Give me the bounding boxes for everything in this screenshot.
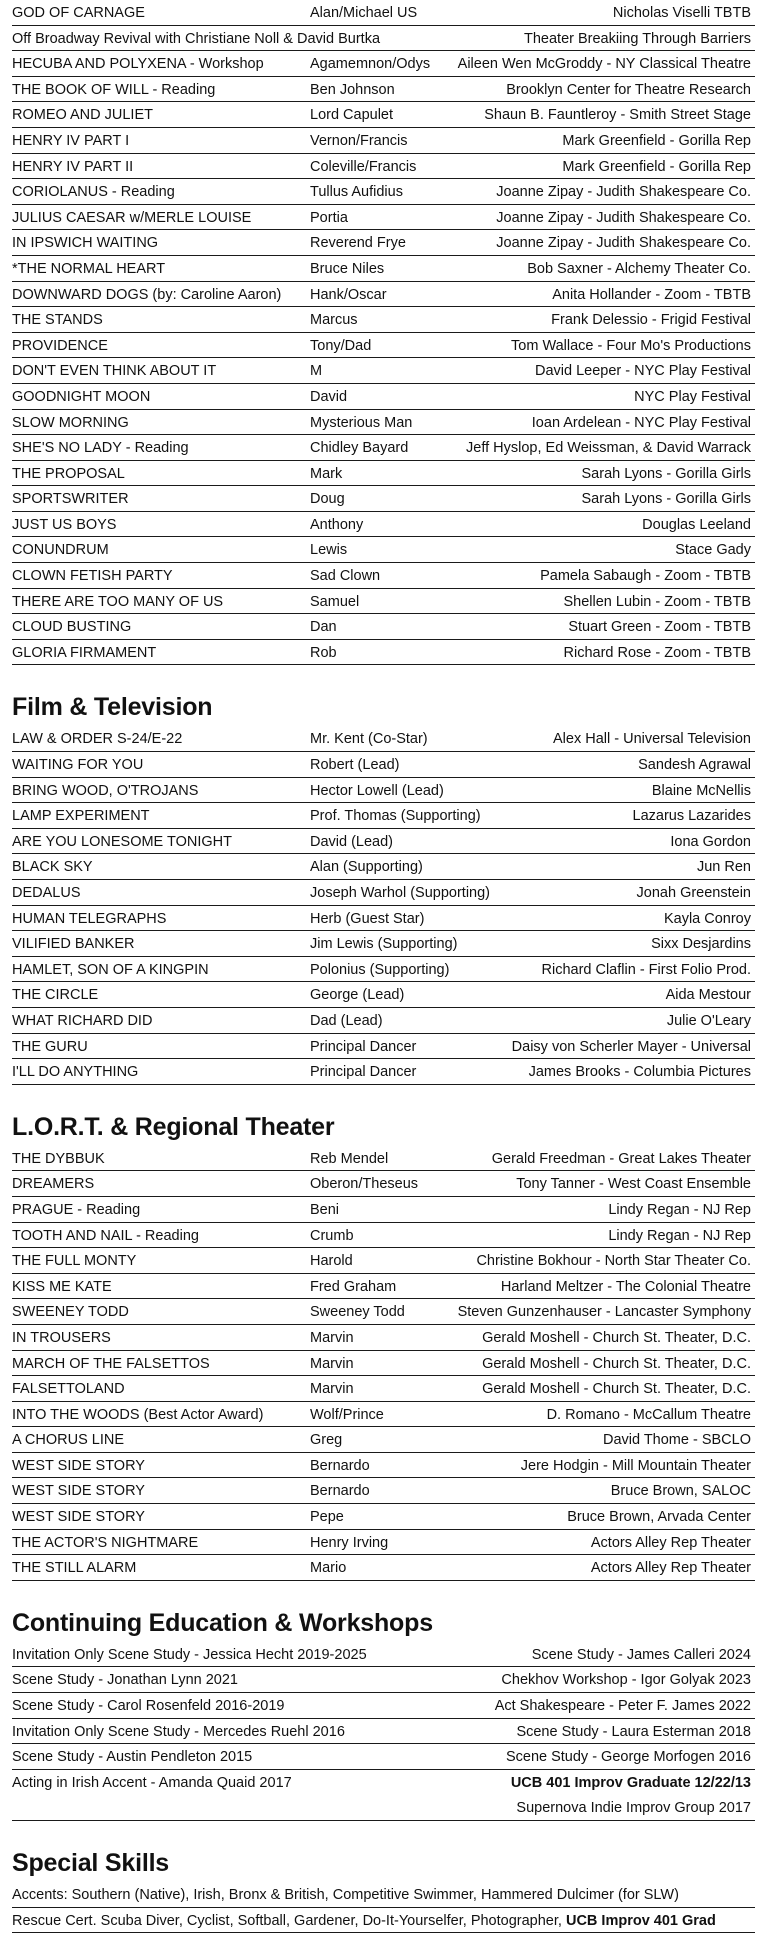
table-row [12,1034,755,1060]
credit-company: Mark Greenfield - Gorilla Rep [562,132,751,149]
table-row [12,410,755,436]
credit-company: Lindy Regan - NJ Rep [608,1201,751,1218]
table-row [12,1223,755,1249]
credit-company: Sarah Lyons - Gorilla Girls [581,465,751,482]
credit-company: Sarah Lyons - Gorilla Girls [581,491,751,508]
table-row [12,829,755,855]
table-row [12,614,755,640]
credit-title: WEST SIDE STORY [12,1457,145,1474]
credit-role: Joseph Warhol (Supporting) [310,885,490,901]
credit-title: CORIOLANUS - Reading [12,184,175,201]
credit-company: Gerald Freedman - Great Lakes Theater [491,1150,751,1167]
credit-title: DON'T EVEN THINK ABOUT IT [12,363,217,380]
credit-role: Greg [310,1432,343,1449]
credit-role: Lord Capulet [310,107,394,124]
credit-title: IN IPSWICH WAITING [12,235,159,252]
credit-role: Wolf/Prince [310,1406,384,1423]
skills-line-2-bold: UCB Improv 401 Grad [565,1912,716,1929]
credit-company: Steven Gunzenhauser - Lancaster Symphony [457,1304,751,1321]
table-row [12,307,755,333]
credit-company: Shaun B. Fauntleroy - Smith Street Stage [484,107,751,124]
credit-company: Lazarus Lazarides [632,808,751,825]
table-row [12,1146,755,1172]
education-heading: Continuing Education & Workshops [12,1608,433,1637]
credit-role: Coleville/Francis [310,158,417,175]
table-row [12,1402,755,1428]
credit-company: Actors Alley Rep Theater [590,1560,751,1577]
skills-row [12,1908,755,1934]
credit-company: Blaine McNellis [651,782,751,799]
credit-title: WEST SIDE STORY [12,1509,145,1526]
credit-title: THE PROPOSAL [12,465,125,482]
education-right: UCB 401 Improv Graduate 12/22/13 [510,1774,751,1791]
table-row [12,1248,755,1274]
credit-company: Bob Saxner - Alchemy Theater Co. [527,260,751,277]
credit-title: JUST US BOYS [12,516,117,533]
table-row [12,1693,755,1719]
credit-role: Bernardo [310,1483,370,1500]
table-row [12,282,755,308]
credit-role: Anthony [310,516,364,533]
credit-title: THE STILL ALARM [12,1560,137,1577]
table-row [12,957,755,983]
credit-role: Marvin [310,1329,354,1346]
education-right: Act Shakespeare - Peter F. James 2022 [494,1698,751,1715]
credit-role: Hank/Oscar [310,286,387,303]
table-row [12,1376,755,1402]
credit-role: Hector Lowell (Lead) [310,782,444,799]
credit-title: WHAT RICHARD DID [12,1012,153,1029]
credit-title: SLOW MORNING [12,414,129,431]
credit-role: Bruce Niles [310,260,385,277]
credit-title: VILIFIED BANKER [12,936,135,953]
credit-role: David [310,388,348,405]
credit-company: Jeff Hyslop, Ed Weissman, & David Warrack [466,440,751,457]
credit-role: Jim Lewis (Supporting) [310,936,458,953]
skills-row [12,1882,755,1908]
table-row [12,435,755,461]
table-row [12,461,755,487]
education-right: Supernova Indie Improv Group 2017 [516,1800,751,1817]
credit-title: HENRY IV PART I [12,132,130,149]
table-row [12,384,755,410]
credit-company: Stuart Green - Zoom - TBTB [568,619,751,636]
credit-role: Sad Clown [310,568,381,585]
credit-title: SWEENEY TODD [12,1304,129,1321]
skills-line-1: Accents: Southern (Native), Irish, Bronx & British, Competitive Swimmer, Hammered Dulcimer (for SLW) [12,1887,679,1903]
credit-title: INTO THE WOODS (Best Actor Award) [12,1406,264,1423]
credit-company: Sixx Desjardins [651,936,751,953]
table-row [12,205,755,231]
credit-title: I'LL DO ANYTHING [12,1064,139,1081]
credit-company: Lindy Regan - NJ Rep [608,1227,751,1244]
table-row [12,102,755,128]
credit-company: James Brooks - Columbia Pictures [528,1064,751,1081]
credit-title: HENRY IV PART II [12,158,134,175]
credit-company: Daisy von Scherler Mayer - Universal [511,1038,751,1055]
credit-role: Alan/Michael US [310,5,418,21]
credit-title: ROMEO AND JULIET [12,107,153,124]
credit-company: NYC Play Festival [634,388,751,405]
credit-title: WEST SIDE STORY [12,1483,145,1500]
credit-title: KISS ME KATE [12,1278,112,1295]
credit-role: Alan (Supporting) [310,859,423,876]
theater-credits-table [12,0,755,665]
education-right: Scene Study - James Calleri 2024 [531,1646,751,1663]
credit-role: Ben Johnson [310,81,395,98]
credit-title: GOD OF CARNAGE [12,5,145,21]
credit-company: Richard Claflin - First Folio Prod. [541,961,751,978]
credit-title: Off Broadway Revival with Christiane Noll & David Burtka [12,30,381,47]
credit-role: Beni [310,1201,340,1218]
credit-company: Nicholas Viselli TBTB [612,5,751,21]
table-row [12,1008,755,1034]
credit-company: Gerald Moshell - Church St. Theater, D.C. [482,1355,751,1372]
credit-title: ARE YOU LONESOME TONIGHT [12,833,232,850]
credit-title: DOWNWARD DOGS (by: Caroline Aaron) [12,286,282,303]
credit-role: Rob [310,644,337,661]
credit-company: David Leeper - NYC Play Festival [535,363,751,380]
credit-role: Dan [310,619,337,636]
education-left: Invitation Only Scene Study - Jessica Hecht 2019-2025 [12,1646,367,1663]
credit-title: THE GURU [12,1038,88,1055]
table-row [12,1453,755,1479]
table-row [12,854,755,880]
table-row [12,880,755,906]
table-row [12,179,755,205]
table-row [12,752,755,778]
credit-company: Frank Delessio - Frigid Festival [551,312,751,329]
education-right: Chekhov Workshop - Igor Golyak 2023 [501,1672,751,1689]
table-row [12,256,755,282]
credit-role: Tony/Dad [310,337,372,354]
skills-line-2: Rescue Cert. Scuba Diver, Cyclist, Softball, Gardener, Do-It-Yourselfer, Photographer, [12,1912,562,1929]
credit-role: Agamemnon/Odys [310,56,431,73]
table-row [12,1197,755,1223]
credit-title: THE DYBBUK [12,1150,105,1167]
credit-title: CLOUD BUSTING [12,619,132,636]
credit-role: Reverend Frye [310,235,406,252]
credit-role: Vernon/Francis [310,132,408,149]
credit-company: Jonah Greenstein [636,885,751,901]
credit-role: Polonius (Supporting) [310,961,450,978]
credit-role: Portia [310,209,348,226]
credit-company: Aileen Wen McGroddy - NY Classical Theatre [457,56,751,73]
credit-company: Joanne Zipay - Judith Shakespeare Co. [496,235,751,252]
credit-title: JULIUS CAESAR w/MERLE LOUISE [12,209,252,226]
credit-role: Dad (Lead) [310,1012,383,1029]
special-skills-table [12,1882,755,1933]
film-tv-table [12,726,755,1084]
credit-company: Aida Mestour [665,987,751,1004]
credit-role: Lewis [310,542,348,559]
credit-company: Douglas Leeland [642,516,751,533]
table-row [12,358,755,384]
table-row [12,537,755,563]
credit-role: Harold [310,1253,353,1270]
credit-title: A CHORUS LINE [12,1432,124,1449]
credit-role: Mark [310,465,343,482]
credit-title: HECUBA AND POLYXENA - Workshop [12,56,264,73]
credit-company: Tom Wallace - Four Mo's Productions [511,337,751,354]
table-row [12,1351,755,1377]
table-row [12,128,755,154]
credit-company: David Thome - SBCLO [602,1432,751,1449]
education-right: Scene Study - George Morfogen 2016 [505,1749,751,1766]
credit-role: Bernardo [310,1457,370,1474]
credit-role: Mysterious Man [310,414,413,431]
education-left: Invitation Only Scene Study - Mercedes Ruehl 2016 [12,1723,345,1740]
table-row [12,1719,755,1745]
credit-title: PRAGUE - Reading [12,1201,141,1218]
table-row [12,512,755,538]
table-row [12,0,755,26]
credit-company: Ioan Ardelean - NYC Play Festival [531,414,751,431]
credit-title: *THE NORMAL HEART [12,260,166,277]
credit-title: THE CIRCLE [12,987,99,1004]
credit-title: BLACK SKY [12,859,93,876]
credit-role: Mr. Kent (Co-Star) [310,731,428,748]
credit-title: SHE'S NO LADY - Reading [12,440,189,457]
credit-company: Anita Hollander - Zoom - TBTB [552,286,751,303]
credit-role: Mario [310,1560,347,1577]
table-row [12,51,755,77]
film-tv-heading: Film & Television [12,693,213,722]
credit-role: David (Lead) [310,833,394,850]
credit-company: Actors Alley Rep Theater [590,1534,751,1551]
credit-company: Richard Rose - Zoom - TBTB [563,644,751,661]
credit-company: Brooklyn Center for Theatre Research [506,81,751,98]
credit-title: MARCH OF THE FALSETTOS [12,1355,210,1372]
credit-title: GOODNIGHT MOON [12,388,151,405]
credit-role: Pepe [310,1509,344,1526]
credit-company: Bruce Brown, SALOC [610,1483,751,1500]
credit-role: Prof. Thomas (Supporting) [310,808,481,825]
credit-role: Reb Mendel [310,1150,389,1167]
credit-title: WAITING FOR YOU [12,757,144,774]
credit-role: Sweeney Todd [310,1304,405,1321]
education-left: Scene Study - Carol Rosenfeld 2016-2019 [12,1698,285,1715]
education-right: Scene Study - Laura Esterman 2018 [516,1723,751,1740]
table-row [12,726,755,752]
credit-company: Jere Hodgin - Mill Mountain Theater [520,1457,751,1474]
table-row [12,906,755,932]
table-row [12,1274,755,1300]
credit-company: Mark Greenfield - Gorilla Rep [562,158,751,175]
credit-role: Doug [310,491,345,508]
credit-role: Samuel [310,593,360,610]
credit-title: TOOTH AND NAIL - Reading [12,1227,199,1244]
credit-title: PROVIDENCE [12,337,108,354]
credit-company: Christine Bokhour - North Star Theater Co. [476,1253,751,1270]
credit-title: IN TROUSERS [12,1329,111,1346]
table-row [12,486,755,512]
table-row [12,589,755,615]
table-row [12,1171,755,1197]
credit-title: CONUNDRUM [12,542,109,559]
credit-company: Joanne Zipay - Judith Shakespeare Co. [496,184,751,201]
table-row [12,982,755,1008]
table-row [12,1744,755,1770]
table-row [12,1642,755,1668]
credit-company: Tony Tanner - West Coast Ensemble [516,1176,751,1193]
credit-role: Crumb [310,1227,354,1244]
table-row [12,154,755,180]
credit-role: Herb (Guest Star) [310,910,425,927]
table-row [12,803,755,829]
credit-company: Shellen Lubin - Zoom - TBTB [563,593,751,610]
credit-role: Oberon/Theseus [310,1176,419,1193]
credit-role: Henry Irving [310,1534,389,1551]
credit-company: Stace Gady [675,542,751,559]
credit-company: Jun Ren [696,859,751,876]
credit-company: Sandesh Agrawal [638,757,751,774]
credit-title: FALSETTOLAND [12,1381,125,1398]
credit-title: THE STANDS [12,312,103,329]
table-row [12,1427,755,1453]
table-row [12,77,755,103]
credit-title: LAW & ORDER S-24/E-22 [12,731,183,748]
credit-company: Iona Gordon [670,833,751,850]
credit-company: Alex Hall - Universal Television [553,731,751,748]
table-row [12,931,755,957]
regional-theater-table [12,1146,755,1581]
regional-theater-heading: L.O.R.T. & Regional Theater [12,1112,335,1141]
resume-document [12,0,755,1933]
credit-title: SPORTSWRITER [12,491,129,508]
credit-role: George (Lead) [310,987,405,1004]
credit-title: DREAMERS [12,1176,95,1193]
credit-title: LAMP EXPERIMENT [12,808,150,825]
table-row [12,1795,755,1821]
credit-role: Principal Dancer [310,1064,417,1081]
credit-company: Pamela Sabaugh - Zoom - TBTB [540,568,751,585]
table-row [12,1504,755,1530]
credit-title: CLOWN FETISH PARTY [12,568,173,585]
credit-title: DEDALUS [12,885,81,901]
credit-role: M [310,363,323,380]
credit-role: Fred Graham [310,1278,397,1295]
credit-title: THE BOOK OF WILL - Reading [12,81,216,98]
table-row [12,778,755,804]
education-left: Scene Study - Jonathan Lynn 2021 [12,1672,238,1689]
table-row [12,1530,755,1556]
credit-role: Marcus [310,312,358,329]
credit-title: HUMAN TELEGRAPHS [12,910,167,927]
credit-company: Bruce Brown, Arvada Center [567,1509,751,1526]
credit-company: Harland Meltzer - The Colonial Theatre [500,1278,751,1295]
table-row [12,1478,755,1504]
credit-title: THE FULL MONTY [12,1253,137,1270]
table-row [12,1059,755,1085]
credit-title: GLORIA FIRMAMENT [12,644,157,661]
table-row [12,1325,755,1351]
table-row [12,640,755,666]
credit-role: Tullus Aufidius [310,184,403,201]
credit-company: Theater Breakiing Through Barriers [523,30,751,47]
credit-title: HAMLET, SON OF A KINGPIN [12,961,209,978]
table-row [12,1667,755,1693]
credit-title: BRING WOOD, O'TROJANS [12,782,199,799]
credit-company: Julie O'Leary [666,1012,751,1029]
table-row [12,26,755,52]
education-table [12,1642,755,1821]
table-row [12,1770,755,1796]
table-row [12,333,755,359]
table-row [12,1299,755,1325]
credit-company: D. Romano - McCallum Theatre [546,1406,751,1423]
credit-role: Principal Dancer [310,1038,417,1055]
education-left: Acting in Irish Accent - Amanda Quaid 2017 [12,1774,292,1791]
credit-role: Marvin [310,1355,354,1372]
table-row [12,563,755,589]
credit-role: Chidley Bayard [310,440,409,457]
credit-company: Joanne Zipay - Judith Shakespeare Co. [496,209,751,226]
credit-title: THERE ARE TOO MANY OF US [12,593,224,610]
education-left: Scene Study - Austin Pendleton 2015 [12,1749,253,1766]
table-row [12,1555,755,1581]
credit-company: Gerald Moshell - Church St. Theater, D.C. [482,1381,751,1398]
credit-title: THE ACTOR'S NIGHTMARE [12,1534,199,1551]
credit-company: Gerald Moshell - Church St. Theater, D.C. [482,1329,751,1346]
credit-role: Marvin [310,1381,354,1398]
credit-company: Kayla Conroy [663,910,751,927]
credit-role: Robert (Lead) [310,757,400,774]
special-skills-heading: Special Skills [12,1849,170,1877]
table-row [12,230,755,256]
